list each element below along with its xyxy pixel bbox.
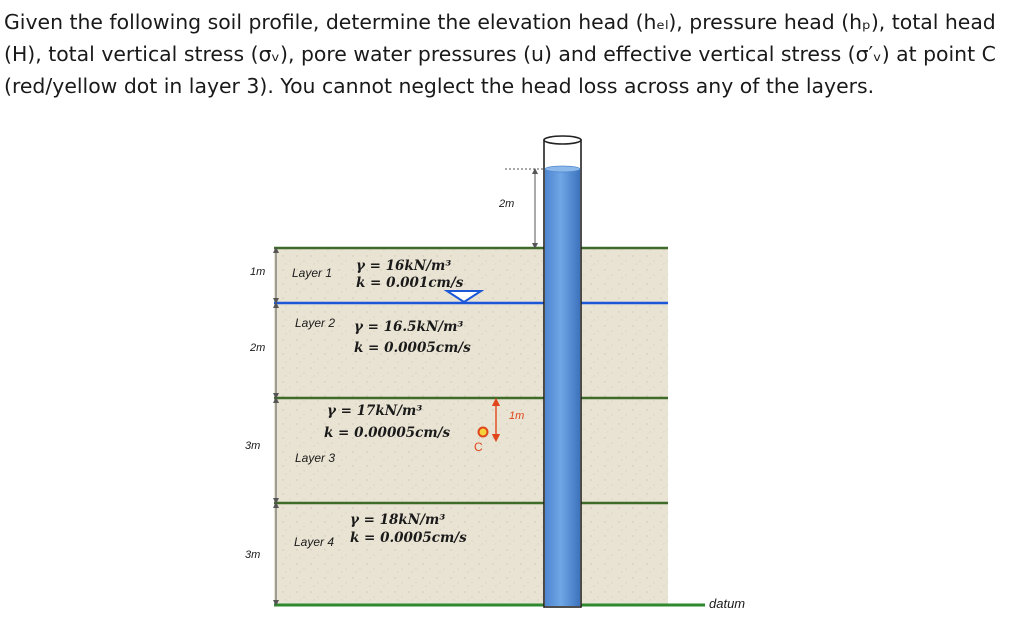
layer-name-3: Layer 3 [295, 451, 336, 465]
layer-name-4: Layer 4 [294, 535, 335, 549]
standpipe-water-surface [545, 166, 580, 172]
layer-2-unit-weight: γ = 16.5kN/m³ [354, 319, 464, 335]
layer-4-unit-weight: γ = 18kN/m³ [350, 512, 446, 528]
point-c-marker [479, 428, 488, 437]
layer-1-permeability: k = 0.001cm/s [356, 275, 464, 291]
question-line-2: (H), total vertical stress (σᵥ), pore water pressures (u) and effective vertical stress (σ′ᵥ) at point C [4, 42, 996, 66]
standpipe-height-label: 2m [499, 198, 515, 210]
layer-name-2: Layer 2 [295, 316, 336, 330]
question-line-1: Given the following soil profile, determine the elevation head (hₑₗ), pressure head (hₚ), total head [4, 10, 996, 34]
layer-2-permeability: k = 0.0005cm/s [354, 340, 471, 356]
thickness-label-layer-4: 3m [245, 549, 261, 561]
thickness-label-layer-1: 1m [250, 266, 266, 278]
point-c-label: C [474, 440, 483, 454]
layer-3-unit-weight: γ = 17kN/m³ [327, 403, 423, 419]
layer-1-unit-weight: γ = 16kN/m³ [356, 258, 452, 274]
thickness-label-layer-2: 2m [250, 342, 266, 354]
point-c-offset-label: 1m [509, 410, 525, 422]
standpipe-top-opening [544, 136, 581, 144]
thickness-label-layer-3: 3m [245, 440, 261, 452]
datum-label: datum [709, 596, 746, 611]
layer-name-1: Layer 1 [292, 266, 333, 280]
layer-3-permeability: k = 0.00005cm/s [324, 425, 451, 441]
layer-4-permeability: k = 0.0005cm/s [350, 530, 467, 546]
standpipe-water-column [545, 169, 580, 606]
question-line-3: (red/yellow dot in layer 3). You cannot neglect the head loss across any of the layers. [4, 74, 875, 98]
